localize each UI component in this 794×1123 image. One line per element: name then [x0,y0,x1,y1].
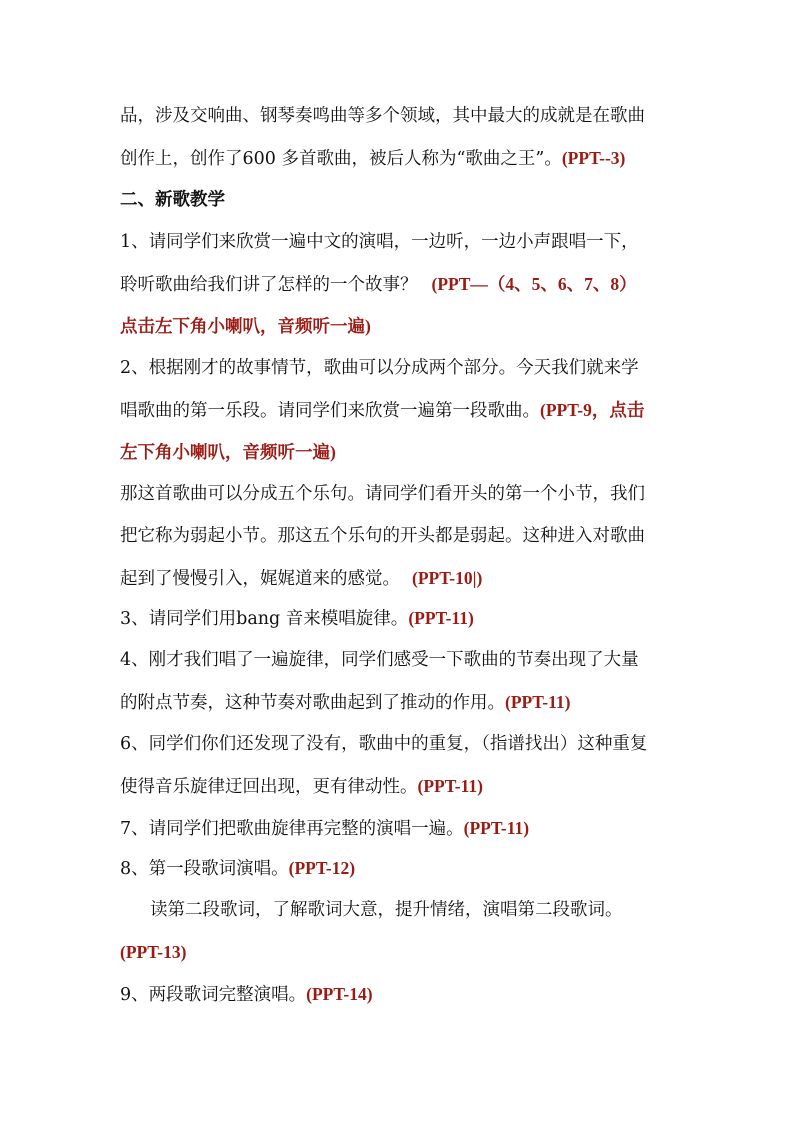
text-line [120,856,680,881]
ppt-reference: (PPT-9，点击 [540,400,645,420]
ppt-reference: (PPT-11) [417,776,483,796]
line-text: 8、第一段歌词演唱。 [120,859,289,879]
ppt-reference: (PPT-12) [288,858,356,878]
line-text: 1、请同学们来欣赏一遍中文的演唱，一边听，一边小声跟唱一下， [120,232,639,252]
text-line [120,440,680,465]
line-text: 把它称为弱起小节。那这五个乐句的开头都是弱起。这种进入对歌曲 [120,526,645,546]
line-text: 品，涉及交响曲、钢琴奏鸣曲等多个领域，其中最大的成就是在歌曲 [120,106,645,126]
ppt-reference: (PPT-11) [463,818,530,838]
line-text: 3、请同学们用bang 音来模唱旋律。 [120,609,409,629]
text-line [120,482,680,506]
line-text: 读第二段歌词，了解歌词大意，提升情绪，演唱第二段歌词。 [150,900,623,920]
ppt-reference: 点击左下角小喇叭，音频听一遍) [120,316,371,336]
text-line [120,356,680,380]
ppt-reference: (PPT--3) [561,148,626,168]
ppt-reference: (PPT-11) [505,692,571,712]
text-line [120,146,680,171]
ppt-reference: (PPT-14) [306,984,373,1004]
text-line [120,648,680,672]
line-text: 起到了慢慢引入，娓娓道来的感觉。 [120,569,400,589]
text-line [120,816,680,841]
ppt-reference: (PPT—（4、5、6、7、8） [431,274,637,294]
ppt-reference: (PPT-13) [120,942,187,962]
ppt-reference: 左下角小喇叭，音频听一遍) [120,442,336,462]
line-text: 4、刚才我们唱了一遍旋律，同学们感受一下歌曲的节奏出现了大量 [120,650,639,670]
ppt-reference: (PPT-11) [408,608,474,628]
heading-text: 二、新歌教学 [120,190,225,210]
line-text: 那这首歌曲可以分成五个乐句。请同学们看开头的第一个小节，我们 [120,484,645,504]
text-line [120,314,680,339]
text-line [120,732,680,756]
text-line [120,524,680,548]
line-text: 创作上，创作了600 多首歌曲，被后人称为“歌曲之王”。 [120,149,562,169]
text-line [120,982,680,1007]
text-line [120,104,680,128]
line-text: 的附点节奏，这种节奏对歌曲起到了推动的作用。 [120,693,505,713]
text-line [150,898,710,922]
text-line [120,690,680,715]
line-text: 聆听歌曲给我们讲了怎样的一个故事？ [120,275,418,295]
line-text: 9、两段歌词完整演唱。 [120,985,307,1005]
text-line [120,606,680,631]
line-text: 唱歌曲的第一乐段。请同学们来欣赏一遍第一段歌曲。 [120,401,540,421]
line-text: 6、同学们你们还发现了没有，歌曲中的重复，（指谱找出）这种重复 [120,734,648,754]
text-line [120,774,680,799]
text-line [120,566,680,591]
section-heading [120,188,680,212]
text-line [120,230,680,254]
ppt-reference: (PPT-10|) [412,568,483,588]
line-text: 7、请同学们把歌曲旋律再完整的演唱一遍。 [120,819,464,839]
text-line [120,940,680,965]
text-line [120,398,680,423]
line-text: 使得音乐旋律迂回出现，更有律动性。 [120,777,418,797]
text-line [120,272,680,297]
line-text: 2、根据刚才的故事情节，歌曲可以分成两个部分。今天我们就来学 [120,358,639,378]
